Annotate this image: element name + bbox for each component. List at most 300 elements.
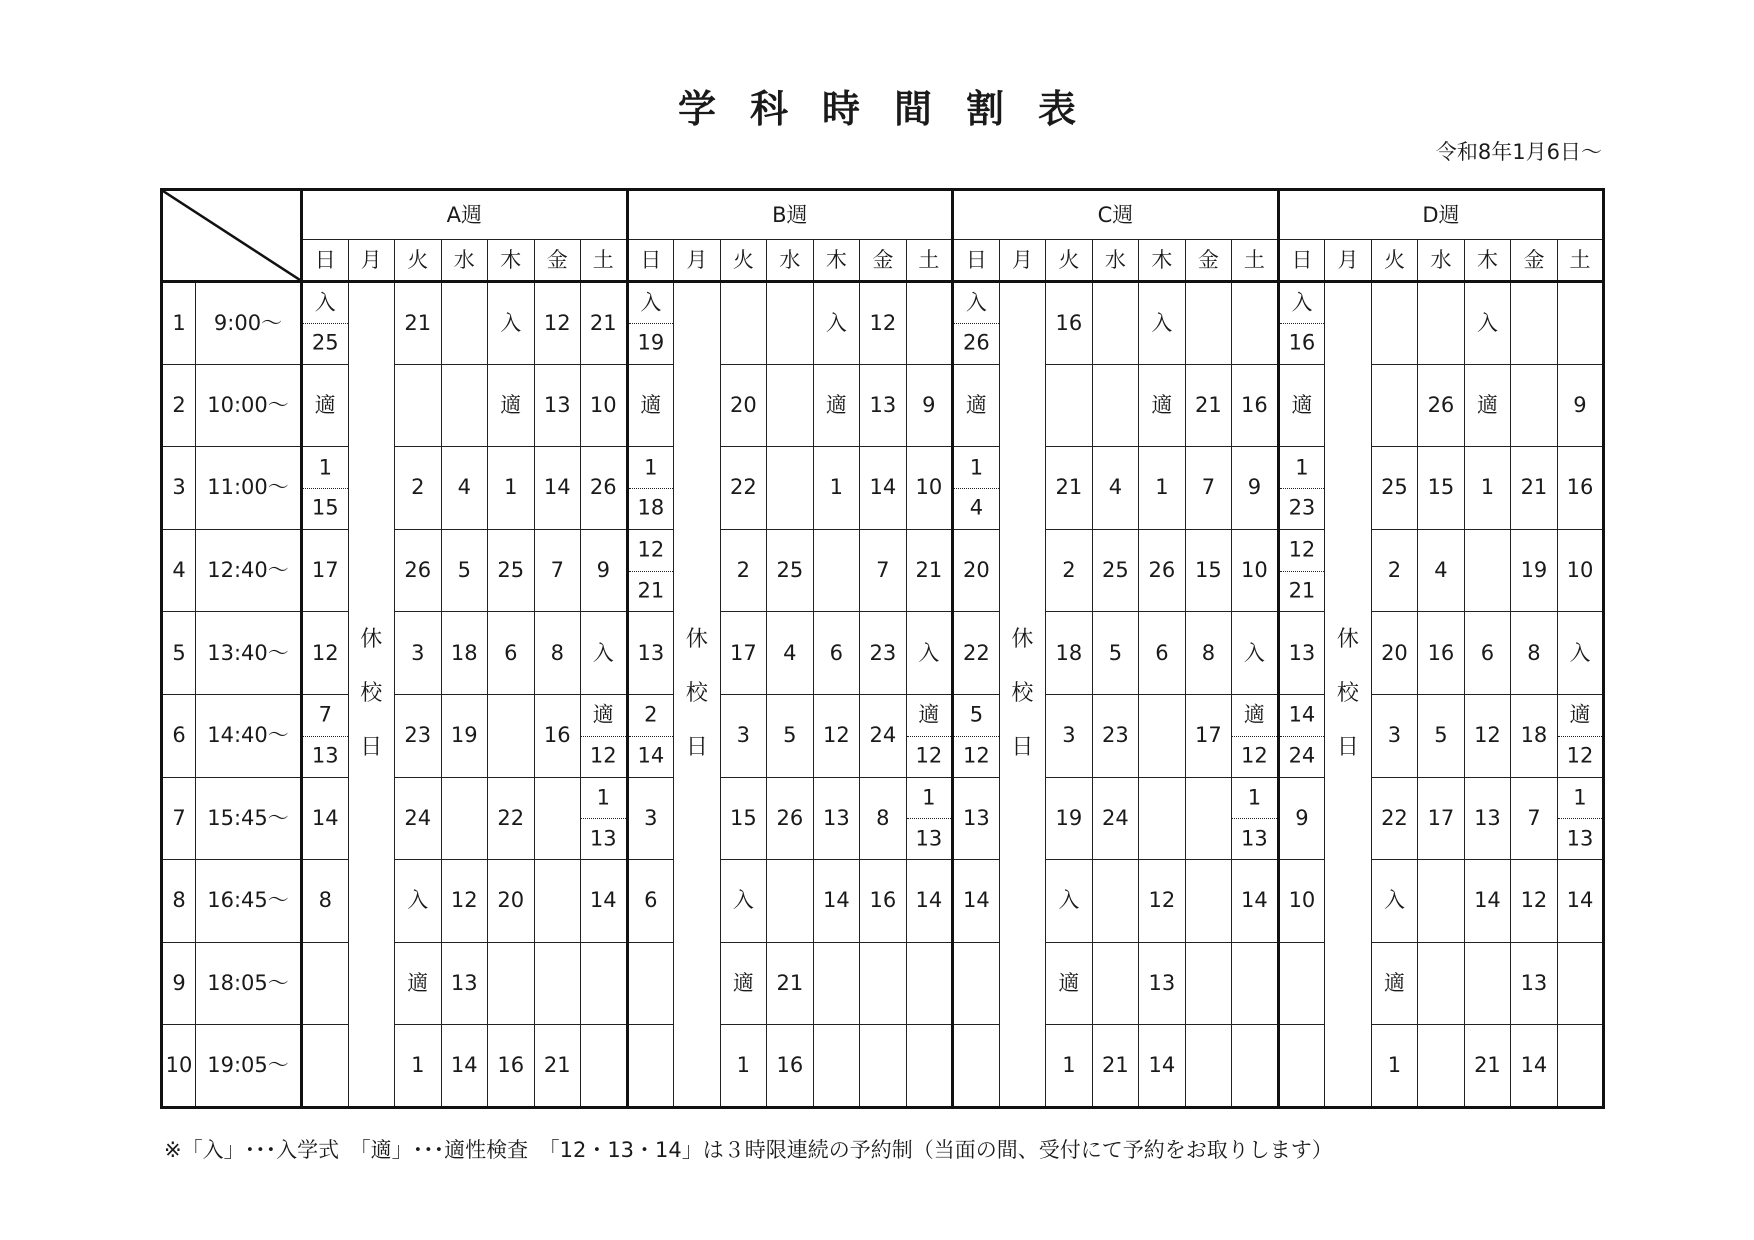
slot-bottom-value: 21 xyxy=(1288,578,1316,603)
slot-bottom-value: 25 xyxy=(311,330,339,355)
slot-cell: 25 xyxy=(1371,447,1418,530)
slot-cell: 3 xyxy=(627,777,674,860)
period-number: 1 xyxy=(162,282,196,365)
slot-cell xyxy=(1232,1025,1279,1108)
slot-bottom-value: 19 xyxy=(637,330,665,355)
table-row xyxy=(162,282,1604,365)
legend-note: ※「入」･･･入学式 「適」･･･適性検査 「12・13・14」は３時限連続の予約制（当面の間、受付にて予約をお取りします） xyxy=(164,1138,1333,1162)
slot-cell: 10 xyxy=(1232,529,1279,612)
slot-cell xyxy=(627,1025,674,1108)
slot-cell xyxy=(441,777,488,860)
day-header: 水 xyxy=(1418,240,1465,282)
slot-cell: 16 xyxy=(1557,447,1604,530)
slot-cell xyxy=(767,860,814,943)
slot-cell: 22 xyxy=(1371,777,1418,860)
slot-cell: 24 xyxy=(1092,777,1139,860)
slot-cell xyxy=(1557,282,1604,365)
slot-cell: 4 xyxy=(441,447,488,530)
slot-top-value: 入 xyxy=(314,290,336,315)
slot-cell: 適 xyxy=(1371,942,1418,1025)
slot-cell: 入 xyxy=(720,860,767,943)
slot-cell xyxy=(1371,364,1418,447)
slot-bottom-value: 12 xyxy=(1566,743,1594,768)
slot-top-value: 1 xyxy=(969,455,984,480)
slot-cell: 14 xyxy=(1232,860,1279,943)
slot-cell: 21 xyxy=(1046,447,1093,530)
slot-cell xyxy=(953,942,1000,1025)
slot-cell: 7 xyxy=(1511,777,1558,860)
slot-cell xyxy=(1511,282,1558,365)
period-time: 18:05～ xyxy=(196,942,302,1025)
week-header: C週 xyxy=(953,190,1279,240)
slot-cell: 6 xyxy=(1464,612,1511,695)
slot-cell xyxy=(488,942,535,1025)
day-header: 火 xyxy=(1371,240,1418,282)
slot-bottom-value: 4 xyxy=(969,495,984,520)
day-header: 日 xyxy=(953,240,1000,282)
slot-cell: 22 xyxy=(720,447,767,530)
slot-top-value: 12 xyxy=(1288,537,1316,562)
closed-label-char: 日 xyxy=(1336,735,1359,761)
timetable xyxy=(160,188,1605,1109)
diagonal-line xyxy=(163,191,300,280)
slot-cell: 21 xyxy=(767,942,814,1025)
slot-cell xyxy=(1139,694,1186,777)
slot-cell: 20 xyxy=(488,860,535,943)
slot-cell: 3 xyxy=(1371,694,1418,777)
slot-cell: 2 xyxy=(395,447,442,530)
slot-cell xyxy=(953,1025,1000,1108)
day-header: 土 xyxy=(1232,240,1279,282)
slot-top-value: 1 xyxy=(596,785,610,810)
slot-cell: 12 xyxy=(441,860,488,943)
slot-cell xyxy=(720,282,767,365)
slot-top-value: 1 xyxy=(1573,785,1587,810)
slot-cell xyxy=(767,282,814,365)
closed-label-char: 日 xyxy=(1011,735,1034,761)
slot-cell: 適 xyxy=(488,364,535,447)
slot-cell: 21 xyxy=(534,1025,581,1108)
slot-bottom-value: 23 xyxy=(1288,495,1316,520)
closed-label-char: 休 xyxy=(685,627,708,653)
slot-cell: 21 xyxy=(1185,364,1232,447)
slot-cell: 入 xyxy=(1046,860,1093,943)
slot-bottom-value: 13 xyxy=(589,826,617,851)
slot-cell xyxy=(1418,282,1465,365)
slot-top-value: 1 xyxy=(644,455,658,480)
slot-cell xyxy=(1418,942,1465,1025)
slot-cell: 9 xyxy=(906,364,953,447)
slot-cell: 9 xyxy=(1232,447,1279,530)
slot-cell: 15 xyxy=(1418,447,1465,530)
slot-cell xyxy=(767,447,814,530)
day-header: 木 xyxy=(813,240,860,282)
slot-cell: 18 xyxy=(1511,694,1558,777)
split-slot-cell xyxy=(1278,447,1325,530)
split-slot-cell xyxy=(953,694,1000,777)
slot-cell xyxy=(441,282,488,365)
slot-cell xyxy=(1185,942,1232,1025)
split-slot-cell xyxy=(953,282,1000,365)
slot-cell: 26 xyxy=(1418,364,1465,447)
slot-top-value: 14 xyxy=(1288,702,1316,727)
slot-cell xyxy=(906,942,953,1025)
slot-top-value: 2 xyxy=(644,702,658,727)
slot-cell xyxy=(395,364,442,447)
slot-bottom-value: 21 xyxy=(637,578,665,603)
slot-cell: 1 xyxy=(813,447,860,530)
closed-label-char: 校 xyxy=(685,681,708,707)
slot-cell: 5 xyxy=(1418,694,1465,777)
day-header: 月 xyxy=(999,240,1046,282)
slot-cell: 14 xyxy=(906,860,953,943)
split-slot-cell xyxy=(1278,529,1325,612)
slot-cell: 適 xyxy=(1046,942,1093,1025)
slot-bottom-value: 24 xyxy=(1288,743,1316,768)
slot-cell: 17 xyxy=(1418,777,1465,860)
slot-cell: 20 xyxy=(720,364,767,447)
period-time: 12:40～ xyxy=(196,529,302,612)
slot-cell: 13 xyxy=(1139,942,1186,1025)
day-header: 金 xyxy=(1511,240,1558,282)
slot-cell: 16 xyxy=(534,694,581,777)
slot-cell: 13 xyxy=(534,364,581,447)
split-slot-cell xyxy=(627,447,674,530)
effective-date: 令和8年1月6日～ xyxy=(1435,140,1602,164)
slot-cell: 入 xyxy=(1557,612,1604,695)
slot-cell xyxy=(1278,942,1325,1025)
slot-top-value: 1 xyxy=(1247,785,1262,810)
slot-cell: 12 xyxy=(534,282,581,365)
slot-cell xyxy=(1232,942,1279,1025)
slot-cell: 18 xyxy=(1046,612,1093,695)
slot-cell: 6 xyxy=(627,860,674,943)
slot-cell: 1 xyxy=(1046,1025,1093,1108)
slot-cell: 6 xyxy=(813,612,860,695)
slot-cell: 適 xyxy=(1278,364,1325,447)
split-slot-cell xyxy=(302,282,349,365)
split-slot-cell xyxy=(1232,694,1279,777)
day-header: 水 xyxy=(441,240,488,282)
slot-cell: 12 xyxy=(813,694,860,777)
period-number: 3 xyxy=(162,447,196,530)
slot-cell: 12 xyxy=(860,282,907,365)
slot-cell xyxy=(1185,860,1232,943)
slot-cell: 2 xyxy=(720,529,767,612)
split-slot-cell xyxy=(627,694,674,777)
period-number: 6 xyxy=(162,694,196,777)
slot-cell: 14 xyxy=(1139,1025,1186,1108)
slot-cell xyxy=(813,1025,860,1108)
slot-cell: 8 xyxy=(534,612,581,695)
period-time: 11:00～ xyxy=(196,447,302,530)
slot-cell: 13 xyxy=(953,777,1000,860)
slot-cell: 7 xyxy=(860,529,907,612)
slot-cell: 12 xyxy=(1464,694,1511,777)
week-header: B週 xyxy=(627,190,953,240)
slot-cell xyxy=(906,282,953,365)
split-slot-cell xyxy=(1557,694,1604,777)
slot-cell: 適 xyxy=(627,364,674,447)
slot-cell: 入 xyxy=(1232,612,1279,695)
slot-bottom-value: 18 xyxy=(637,495,665,520)
day-header: 金 xyxy=(534,240,581,282)
split-slot-cell xyxy=(1278,694,1325,777)
slot-cell xyxy=(534,942,581,1025)
slot-cell: 10 xyxy=(1278,860,1325,943)
period-number: 2 xyxy=(162,364,196,447)
slot-cell: 26 xyxy=(581,447,628,530)
slot-cell: 17 xyxy=(302,529,349,612)
slot-cell: 7 xyxy=(534,529,581,612)
period-number: 5 xyxy=(162,612,196,695)
slot-cell: 4 xyxy=(1418,529,1465,612)
slot-cell: 1 xyxy=(1464,447,1511,530)
closed-label-char: 休 xyxy=(360,627,383,653)
slot-cell: 25 xyxy=(1092,529,1139,612)
slot-cell xyxy=(1371,282,1418,365)
slot-cell: 適 xyxy=(395,942,442,1025)
slot-cell: 16 xyxy=(767,1025,814,1108)
split-slot-cell xyxy=(627,529,674,612)
split-slot-cell xyxy=(906,777,953,860)
slot-cell: 21 xyxy=(906,529,953,612)
slot-cell xyxy=(1185,777,1232,860)
day-header: 月 xyxy=(674,240,721,282)
slot-cell: 24 xyxy=(860,694,907,777)
period-time: 19:05～ xyxy=(196,1025,302,1108)
slot-cell: 23 xyxy=(860,612,907,695)
period-time: 9:00～ xyxy=(196,282,302,365)
closed-day-cell xyxy=(348,282,395,1108)
day-header: 日 xyxy=(302,240,349,282)
day-header: 木 xyxy=(488,240,535,282)
slot-bottom-value: 13 xyxy=(1241,826,1268,851)
day-header: 火 xyxy=(395,240,442,282)
day-header: 日 xyxy=(1278,240,1325,282)
slot-bottom-value: 13 xyxy=(915,826,943,851)
slot-cell xyxy=(1557,1025,1604,1108)
slot-cell xyxy=(1418,1025,1465,1108)
slot-cell: 2 xyxy=(1371,529,1418,612)
slot-top-value: 1 xyxy=(1295,455,1309,480)
period-number: 7 xyxy=(162,777,196,860)
closed-label-char: 休 xyxy=(1336,627,1359,653)
split-slot-cell xyxy=(627,282,674,365)
slot-cell: 16 xyxy=(1418,612,1465,695)
slot-cell: 1 xyxy=(1371,1025,1418,1108)
slot-cell: 3 xyxy=(1046,694,1093,777)
period-number: 10 xyxy=(162,1025,196,1108)
day-header: 水 xyxy=(767,240,814,282)
slot-cell: 14 xyxy=(1464,860,1511,943)
slot-cell: 12 xyxy=(302,612,349,695)
slot-cell xyxy=(1092,942,1139,1025)
slot-cell: 入 xyxy=(906,612,953,695)
slot-cell: 13 xyxy=(860,364,907,447)
split-slot-cell xyxy=(1557,777,1604,860)
slot-cell: 21 xyxy=(1092,1025,1139,1108)
slot-cell: 14 xyxy=(302,777,349,860)
day-header: 火 xyxy=(720,240,767,282)
slot-cell: 適 xyxy=(813,364,860,447)
day-header: 火 xyxy=(1046,240,1093,282)
slot-cell xyxy=(534,777,581,860)
slot-bottom-value: 14 xyxy=(637,743,665,768)
slot-cell: 13 xyxy=(441,942,488,1025)
slot-cell: 20 xyxy=(1371,612,1418,695)
slot-cell xyxy=(813,529,860,612)
slot-cell: 16 xyxy=(1046,282,1093,365)
slot-bottom-value: 13 xyxy=(311,743,339,768)
split-slot-cell xyxy=(906,694,953,777)
slot-top-value: 1 xyxy=(318,455,332,480)
week-header: A週 xyxy=(302,190,628,240)
closed-label-char: 校 xyxy=(1011,681,1034,707)
slot-cell: 25 xyxy=(767,529,814,612)
slot-cell: 適 xyxy=(1139,364,1186,447)
slot-cell: 12 xyxy=(1139,860,1186,943)
slot-cell: 14 xyxy=(953,860,1000,943)
slot-cell: 8 xyxy=(302,860,349,943)
slot-cell: 14 xyxy=(534,447,581,530)
slot-cell xyxy=(767,364,814,447)
slot-cell xyxy=(627,942,674,1025)
slot-cell: 19 xyxy=(1511,529,1558,612)
slot-cell: 19 xyxy=(441,694,488,777)
slot-cell: 16 xyxy=(860,860,907,943)
period-number: 9 xyxy=(162,942,196,1025)
closed-label-char: 校 xyxy=(360,681,383,707)
slot-top-value: 5 xyxy=(969,702,984,727)
slot-bottom-value: 12 xyxy=(1241,743,1268,768)
slot-cell: 入 xyxy=(1139,282,1186,365)
slot-cell: 14 xyxy=(581,860,628,943)
slot-cell xyxy=(488,694,535,777)
slot-cell: 4 xyxy=(1092,447,1139,530)
slot-cell xyxy=(1418,860,1465,943)
slot-cell: 9 xyxy=(1278,777,1325,860)
slot-cell: 8 xyxy=(860,777,907,860)
slot-cell: 3 xyxy=(395,612,442,695)
slot-cell: 20 xyxy=(953,529,1000,612)
slot-cell xyxy=(302,1025,349,1108)
slot-cell xyxy=(860,1025,907,1108)
slot-top-value: 適 xyxy=(918,702,940,727)
day-header: 土 xyxy=(1557,240,1604,282)
slot-cell: 14 xyxy=(1511,1025,1558,1108)
period-time: 15:45～ xyxy=(196,777,302,860)
period-time: 16:45～ xyxy=(196,860,302,943)
slot-cell: 14 xyxy=(860,447,907,530)
page-title: 学科時間割表 xyxy=(677,87,1110,131)
slot-cell: 入 xyxy=(1464,282,1511,365)
slot-cell: 25 xyxy=(488,529,535,612)
day-header: 金 xyxy=(1185,240,1232,282)
day-header: 月 xyxy=(1325,240,1372,282)
slot-cell: 入 xyxy=(1371,860,1418,943)
day-header: 金 xyxy=(860,240,907,282)
slot-cell: 21 xyxy=(1464,1025,1511,1108)
split-slot-cell xyxy=(1232,777,1279,860)
slot-top-value: 7 xyxy=(318,702,332,727)
slot-cell xyxy=(1139,777,1186,860)
slot-top-value: 1 xyxy=(922,785,936,810)
period-number: 4 xyxy=(162,529,196,612)
slot-cell xyxy=(1232,282,1279,365)
slot-cell xyxy=(1185,282,1232,365)
slot-top-value: 入 xyxy=(1291,290,1313,315)
slot-bottom-value: 13 xyxy=(1566,826,1594,851)
closed-label-char: 校 xyxy=(1336,681,1359,707)
slot-cell: 8 xyxy=(1185,612,1232,695)
slot-cell: 入 xyxy=(488,282,535,365)
slot-cell: 適 xyxy=(953,364,1000,447)
slot-cell: 18 xyxy=(441,612,488,695)
slot-cell xyxy=(534,860,581,943)
day-header: 月 xyxy=(348,240,395,282)
day-header: 木 xyxy=(1464,240,1511,282)
closed-label-char: 休 xyxy=(1011,627,1034,653)
split-slot-cell xyxy=(581,777,628,860)
slot-cell xyxy=(1511,364,1558,447)
slot-cell: 10 xyxy=(1557,529,1604,612)
slot-cell xyxy=(1464,942,1511,1025)
slot-top-value: 適 xyxy=(1243,702,1265,727)
slot-bottom-value: 16 xyxy=(1288,330,1316,355)
slot-cell xyxy=(1092,860,1139,943)
slot-cell: 14 xyxy=(813,860,860,943)
closed-label-char: 日 xyxy=(360,735,383,761)
slot-cell xyxy=(1557,942,1604,1025)
slot-bottom-value: 12 xyxy=(963,743,990,768)
slot-cell: 4 xyxy=(767,612,814,695)
slot-cell: 5 xyxy=(767,694,814,777)
closed-day-cell xyxy=(999,282,1046,1108)
slot-cell xyxy=(1092,282,1139,365)
slot-top-value: 12 xyxy=(637,537,665,562)
closed-label-char: 日 xyxy=(685,735,708,761)
day-header: 木 xyxy=(1139,240,1186,282)
closed-day-cell xyxy=(1325,282,1372,1108)
slot-cell xyxy=(441,364,488,447)
slot-cell xyxy=(581,1025,628,1108)
slot-cell xyxy=(1185,1025,1232,1108)
slot-cell: 適 xyxy=(1464,364,1511,447)
slot-cell xyxy=(1278,1025,1325,1108)
slot-cell: 入 xyxy=(581,612,628,695)
slot-cell: 5 xyxy=(1092,612,1139,695)
slot-cell xyxy=(1464,529,1511,612)
slot-cell: 16 xyxy=(1232,364,1279,447)
slot-cell: 14 xyxy=(1557,860,1604,943)
slot-top-value: 入 xyxy=(640,290,662,315)
slot-cell: 14 xyxy=(441,1025,488,1108)
slot-cell xyxy=(906,1025,953,1108)
slot-bottom-value: 12 xyxy=(915,743,943,768)
slot-cell: 1 xyxy=(488,447,535,530)
slot-cell: 26 xyxy=(395,529,442,612)
slot-cell: 23 xyxy=(395,694,442,777)
slot-cell: 入 xyxy=(395,860,442,943)
slot-bottom-value: 12 xyxy=(589,743,617,768)
closed-day-cell xyxy=(674,282,721,1108)
slot-cell: 7 xyxy=(1185,447,1232,530)
slot-cell: 17 xyxy=(720,612,767,695)
slot-cell xyxy=(813,942,860,1025)
slot-cell: 19 xyxy=(1046,777,1093,860)
slot-cell: 22 xyxy=(953,612,1000,695)
